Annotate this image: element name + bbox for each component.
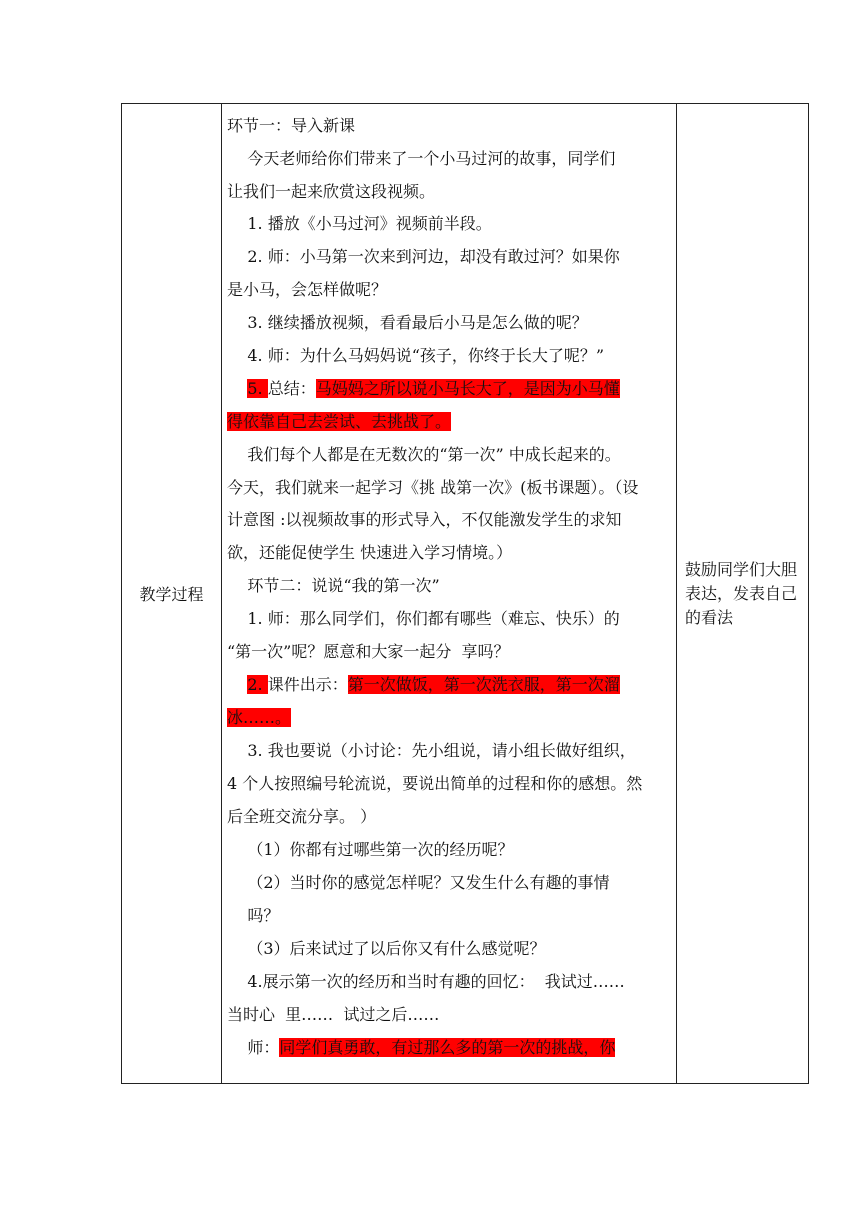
line-text: 1. 播放《小马过河》视频前半段。 <box>227 214 492 233</box>
line-text: 环节一：导入新课 <box>227 116 356 135</box>
content-line <box>227 838 669 862</box>
content-line <box>227 541 669 565</box>
line-text: 4. 师：为什么马妈妈说“孩子，你终于长大了呢？” <box>227 346 605 365</box>
line-text: 课件出示： <box>267 675 348 694</box>
highlighted-text: 冰……。 <box>227 708 292 727</box>
highlighted-text: 同学们真勇敢，有过那么多的第一次的挑战，你 <box>279 1038 616 1057</box>
highlighted-text: 2. <box>247 675 268 694</box>
line-text: 3. 我也要说（小讨论：先小组说，请小组长做好组织， <box>227 741 636 760</box>
line-text: 4 个人按照编号轮流说，要说出简单的过程和你的感想。然 <box>227 774 643 793</box>
line-text: 让我们一起来欣赏这段视频。 <box>227 182 436 201</box>
note-text: 鼓励同学们大胆表达，发表自己的看法 <box>685 559 798 627</box>
content-line <box>227 476 669 500</box>
content-line <box>227 937 669 961</box>
content-line <box>227 805 669 829</box>
content-line <box>227 344 669 368</box>
line-text: 今天，我们就来一起学习《挑 战第一次》(板书课题）。（设 <box>227 478 639 497</box>
content-line <box>227 1036 669 1060</box>
content-line <box>227 212 669 236</box>
line-text: （3）后来试过了以后你又有什么感觉呢？ <box>227 939 546 958</box>
line-text: 2. 师：小马第一次来到河边，却没有敢过河？如果你 <box>227 247 620 266</box>
column-divider <box>221 104 222 1083</box>
content-line <box>227 1003 669 1027</box>
content-line <box>227 706 669 730</box>
content-line <box>227 114 669 138</box>
line-text: 后全班交流分享。 ） <box>227 807 377 826</box>
content-line <box>227 410 669 434</box>
line-text: 计意图 :以视频故事的形式导入，不仅能激发学生的求知 <box>227 510 622 529</box>
line-indent <box>227 1038 247 1057</box>
row-label: 教学过程 <box>139 585 204 604</box>
content-cell <box>227 104 669 1083</box>
line-text: “第一次”呢？愿意和大家一起分 享吗？ <box>227 642 510 661</box>
line-text: 当时心 里…… 试过之后…… <box>227 1005 440 1024</box>
content-line <box>227 574 669 598</box>
content-line <box>227 904 669 928</box>
line-text: 1. 师：那么同学们，你们都有哪些（难忘、快乐）的 <box>227 609 620 628</box>
line-text: 3. 继续播放视频，看看最后小马是怎么做的呢？ <box>227 313 588 332</box>
line-text: 吗？ <box>227 906 280 925</box>
line-text: 总结： <box>267 379 316 398</box>
highlighted-text: 5. <box>247 379 268 398</box>
line-text: 环节二：说说“我的第一次” <box>227 576 440 595</box>
line-text: （2）当时你的感觉怎样呢？又发生什么有趣的事情 <box>227 873 610 892</box>
content-line <box>227 180 669 204</box>
line-text: 4.展示第一次的经历和当时有趣的回忆： 我试过…… <box>227 972 625 991</box>
content-line <box>227 970 669 994</box>
lesson-table <box>121 103 809 1084</box>
line-indent <box>227 379 247 398</box>
line-text: 是小马，会怎样做呢？ <box>227 280 388 299</box>
line-text: 师： <box>247 1038 280 1057</box>
content-line <box>227 673 669 697</box>
highlighted-text: 得依靠自己去尝试、去挑战了。 <box>227 412 452 431</box>
line-indent <box>227 675 247 694</box>
content-line <box>227 772 669 796</box>
line-text: 欲，还能促使学生 快速进入学习情境。） <box>227 543 513 562</box>
content-line <box>227 377 669 401</box>
highlighted-text: 第一次做饭，第一次洗衣服，第一次溜 <box>347 675 620 694</box>
content-line <box>227 245 669 269</box>
content-line <box>227 311 669 335</box>
content-line <box>227 278 669 302</box>
content-line <box>227 147 669 171</box>
line-text: 我们每个人都是在无数次的“第一次” 中成长起来的。 <box>227 445 621 464</box>
content-line <box>227 871 669 895</box>
line-text: （1）你都有过哪些第一次的经历呢？ <box>227 840 514 859</box>
content-line <box>227 640 669 664</box>
content-line <box>227 607 669 631</box>
highlighted-text: 马妈妈之所以说小马长大了，是因为小马懂 <box>315 379 620 398</box>
content-line <box>227 443 669 467</box>
note-cell <box>677 104 808 1083</box>
row-label-cell <box>122 104 221 1083</box>
content-line <box>227 508 669 532</box>
content-line <box>227 739 669 763</box>
line-text: 今天老师给你们带来了一个小马过河的故事，同学们 <box>227 149 616 168</box>
